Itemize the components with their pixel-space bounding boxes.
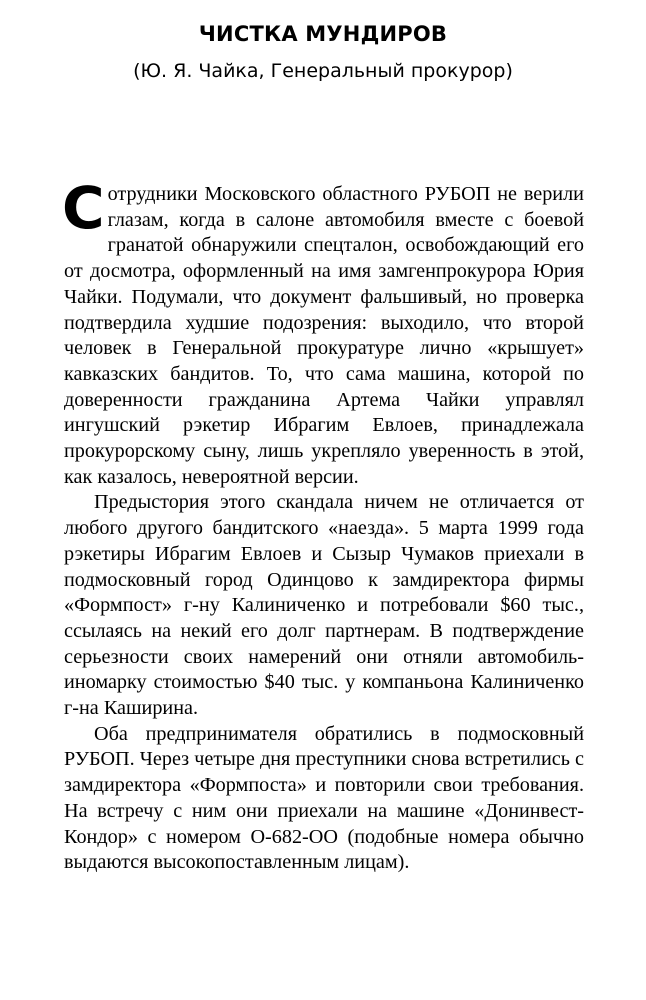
article-body (62, 174, 584, 876)
drop-cap: С (62, 174, 105, 242)
chapter-subtitle: (Ю. Я. Чайка, Генеральный прокурор) (133, 60, 513, 82)
paragraph-1-text: отрудники Московского областного РУБОП не верили глазам, когда в салоне автомобиля вместе с боевой гранатой обнаружили спецталон, освобождающий его от досмотра, оформленный на имя замгенпрокурора Юрия Чайки. Подумали, что документ фальшивый, но проверка подтвердила худшие подозрения: выходило, что второй человек в Генеральной прокуратуре лично «крышует» кавказских бандитов. То, что сама машина, которой по доверенности гражданина Артема Чайки управлял ингушский рэкетир Ибрагим Евлоев, принадлежала прокурорскому сыну, лишь укрепляло уверенность в этой, как казалось, невероятной версии. (64, 183, 584, 488)
paragraph-3: Оба предпринимателя обратились в подмосковный РУБОП. Через четыре дня преступники снова встретились с замдиректора «Формпоста» и повторили свои требования. На встречу с ним они приехали на машине «Донинвест-Кондор» с номером О-682-ОО (подобные номера обычно выдаются высокопоставленным лицам). (64, 722, 584, 874)
paragraph-2: Предыстория этого скандала ничем не отличается от любого другого бандитского «наезда». 5 марта 1999 года рэкетиры Ибрагим Евлоев и Сызыр Чумаков приехали в подмосковный город Одинцово к замдиректора фирмы «Формпост» г-ну Калиниченко и потребовали $60 тыс., ссылаясь на некий его долг партнерам. В подтверждение серьезности своих намерений они отняли автомобиль-иномарку стоимостью $40 тыс. у компаньона Калиниченко г-на Каширина. (64, 491, 584, 720)
chapter-title: ЧИСТКА МУНДИРОВ (198, 22, 448, 46)
paragraph-1 (62, 174, 584, 490)
